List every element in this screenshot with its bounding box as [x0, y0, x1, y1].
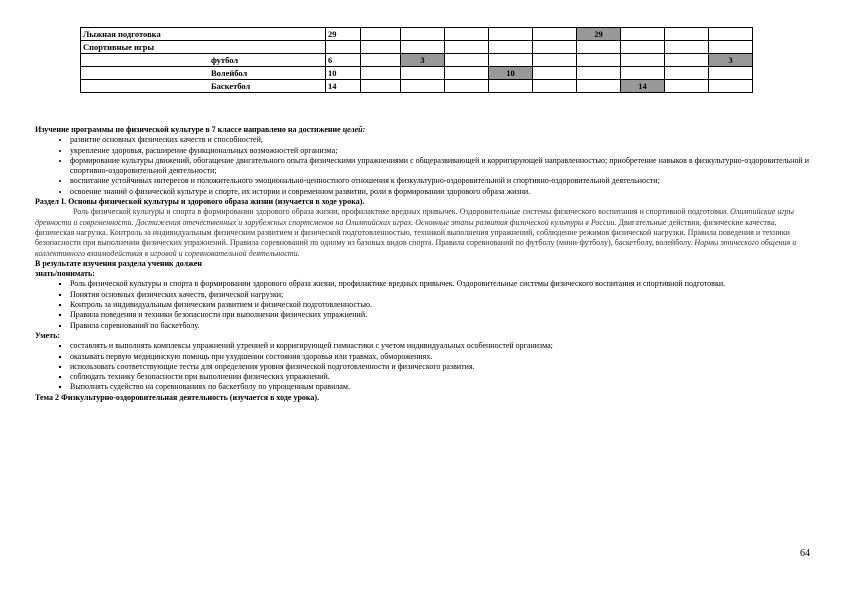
table-cell [665, 28, 709, 41]
list-item: ▪ оказывать первую медицинскую помощь при ухудшении состояния здоровья или травмах, обморожениях. [70, 352, 815, 362]
table-cell [489, 28, 533, 41]
table-cell [361, 67, 401, 80]
list-item: ▪ Правила поведения и техники безопасности при выполнении физических упражнений. [70, 310, 815, 320]
row-total [326, 41, 361, 54]
able-list [35, 341, 815, 392]
row-label: Лыжная подготовка [81, 28, 326, 41]
table-row [81, 54, 753, 67]
list-item: • формирование культуры движений, обогащение двигательного опыта физическими упражнениями с общеразвивающей и корригирующей направленностью; приобретение навыков в физкультурно-оздоровительной и спортивно-оздоровительной деятельности; [70, 156, 815, 177]
schedule-table [80, 27, 753, 93]
table-cell: 14 [621, 80, 665, 93]
list-item: • освоение знаний о физической культуре и спорте, их истории и современном развитии, роли в формировании здорового образа жизни. [70, 187, 815, 197]
list-item: • укрепление здоровья, расширение функциональных возможностей организма; [70, 146, 815, 156]
list-item: ▪ Выполнять судейство на соревнованиях по баскетболу по упрощенным правилам. [70, 382, 815, 392]
table-cell [577, 41, 621, 54]
goals-list [35, 135, 815, 197]
table-cell [401, 67, 445, 80]
table-cell [533, 54, 577, 67]
list-item: ▪ Контроль за индивидуальным физическим развитием и физической подготовленностью. [70, 300, 815, 310]
table-cell [621, 28, 665, 41]
table-cell [361, 41, 401, 54]
know-heading: знать/понимать: [35, 269, 95, 279]
table-cell [533, 67, 577, 80]
table-cell [401, 41, 445, 54]
table-cell [665, 80, 709, 93]
table-cell [445, 80, 489, 93]
table-cell [709, 67, 753, 80]
row-label: Баскетбол [81, 80, 326, 93]
list-item: ▪ соблюдать технику безопасности при выполнении физических упражнений. [70, 372, 815, 382]
table-cell [709, 28, 753, 41]
list-item: ▪ Понятия основных физических качеств, физической нагрузки; [70, 290, 815, 300]
document-body [35, 125, 815, 403]
goals-intro: Изучение программы по физической культуре в 7 классе направлено на достижение целей: [35, 125, 366, 134]
list-item: ▪ Роль физической культуры и спорта в формировании здорового образа жизни, профилактике вредных привычек. Оздоровительные системы физического воспитания и спортивной подготовки. [70, 279, 815, 289]
table-cell [489, 54, 533, 67]
row-total: 29 [326, 28, 361, 41]
page-number: 64 [800, 548, 810, 559]
list-item: ▪ составлять и выполнять комплексы упражнений утренней и корригирующей гимнастики с учетом индивидуальных особенностей организма; [70, 341, 815, 351]
able-heading: Уметь: [35, 330, 61, 340]
row-label: Спортивные игры [81, 41, 326, 54]
list-item: ▪ использовать соответствующие тесты для определения уровня физической подготовленности и физического развития. [70, 362, 815, 372]
table-cell [533, 28, 577, 41]
table-cell [533, 41, 577, 54]
table-cell [665, 41, 709, 54]
list-item: ▪ Правила соревнований по баскетболу. [70, 321, 815, 331]
table-cell [533, 80, 577, 93]
list-item: • воспитание устойчивых интересов и положительного эмоционально-ценностного отношения к физкультурно-оздоровительной и спортивно-оздоровительной деятельности; [70, 176, 815, 186]
table-cell [577, 54, 621, 67]
table-cell [445, 28, 489, 41]
table-cell [621, 67, 665, 80]
list-item: • развитие основных физических качеств и способностей, [70, 135, 815, 145]
table-cell: 3 [401, 54, 445, 67]
table-cell [445, 41, 489, 54]
result-heading: В результате изучения раздела ученик должен [35, 258, 202, 268]
table-row [81, 41, 753, 54]
table-cell [665, 67, 709, 80]
row-total: 14 [326, 80, 361, 93]
table-row [81, 28, 753, 41]
table-cell [489, 41, 533, 54]
table-cell [621, 54, 665, 67]
row-label: Волейбол [81, 67, 326, 80]
know-list [35, 279, 815, 330]
topic2-title: Тема 2 Физкультурно-оздоровительная деятельность (изучается в ходе урока). [35, 392, 320, 402]
section1-title: Раздел I. Основы физической культуры и здорового образа жизни (изучается в ходе урока). [35, 197, 365, 207]
table-cell [401, 80, 445, 93]
table-cell [445, 54, 489, 67]
table-cell [445, 67, 489, 80]
table-cell [621, 41, 665, 54]
table-cell [489, 80, 533, 93]
table-cell [361, 54, 401, 67]
row-label: футбол [81, 54, 326, 67]
table-row [81, 80, 753, 93]
table-cell [361, 28, 401, 41]
table-row [81, 67, 753, 80]
table-cell [665, 54, 709, 67]
row-total: 10 [326, 67, 361, 80]
table-cell [361, 80, 401, 93]
table-cell [577, 67, 621, 80]
table-cell [577, 80, 621, 93]
row-total: 6 [326, 54, 361, 67]
table-cell: 3 [709, 54, 753, 67]
table-cell [709, 41, 753, 54]
table-cell [709, 80, 753, 93]
table-cell [401, 28, 445, 41]
table-cell: 10 [489, 67, 533, 80]
section1-paragraph-1: Роль физической культуры и спорта в формировании здорового образа жизни, профилактике вредных привычек. Оздоровительные системы физического воспитания и спортивной подготовки. Олимпийские игры древности и современности. Достижения отечественных и зарубежных спортсменов на Олимпийских играх. Основные этапы развития физической культуры в России. Двигательные действия, физические качества, физическая нагрузка. Контроль за индивидуальным физическим развитием и физической подготовленностью, техникой выполнения упражнений, соблюдение режимов физической нагрузки. Правила поведения и техники безопасности при выполнении физических упражнений. Правила соревнований по одному из базовых видов спорта. Правила соревнований по футболу (мини-футболу), баскетболу, волейболу. Нормы этического общения и коллективного взаимодействия в игровой и соревновательной деятельности. [35, 207, 797, 258]
table-cell: 29 [577, 28, 621, 41]
